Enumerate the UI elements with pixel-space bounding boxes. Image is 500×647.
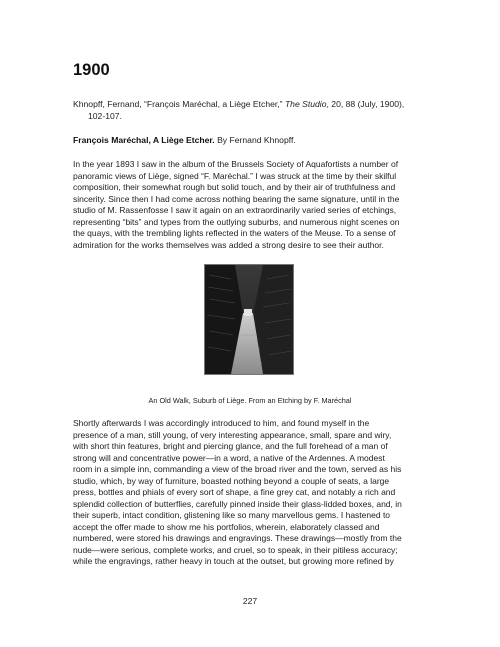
citation-line-2: 102-107. [88, 111, 122, 121]
article-heading [73, 134, 296, 146]
text-line: representing “bits” and types from the outlying suburbs, and numerous night scenes on [73, 216, 400, 227]
article-byline: By Fernand Khnopff. [214, 135, 296, 145]
text-line: In the year 1893 I saw in the album of the Brussels Society of Aquafortists a number of [73, 159, 399, 169]
citation-prefix: Khnopff, Fernand, “François Maréchal, a Liège Etcher,” [73, 99, 285, 109]
paragraph-2 [73, 418, 433, 568]
citation-suffix: , 20, 88 (July, 1900), [326, 99, 405, 109]
article-title: François Maréchal, A Liège Etcher. [73, 135, 215, 145]
text-line: splendid collection of butterflies, carefully pinned inside their glass-lidded boxes, and, in [73, 498, 402, 509]
text-line: numbered, were stored his drawings and engravings. These drawings—mostly from the [73, 533, 402, 543]
text-line: composition, their somewhat rough but solid touch, and by their air of truthfulness and [73, 182, 396, 192]
text-line: with short thin features, bright and piercing glance, and the full forehead of a man of [73, 441, 388, 451]
text-line: admiration for the works themselves was added a strong desire to see their author. [73, 239, 384, 250]
text-line: panoramic views of Liège, signed “F. Maréchal.” I was struck at the time by their skilful [73, 170, 397, 181]
text-line: strong will and concentrative power—in a word, a native of the Ardennes. A modest [73, 452, 385, 463]
text-line: the quays, with the trembling lights reflected in the waters of the Meuse. To a sense of [73, 228, 396, 238]
text-line: accept the offer made to show me his portfolios, wherein, elaborately classed and [73, 521, 380, 532]
citation-line-1 [73, 98, 433, 110]
text-line: presence of a man, still young, of very interesting appearance, small, spare and wiry, [73, 429, 392, 440]
text-line: their superb, intact condition, glistening like so many marvellous gems. I hastened to [73, 510, 391, 520]
text-line: while the engravings, rather heavy in touch at the outset, but growing more refined by [73, 556, 394, 566]
text-line: press, bottles and phials of every sort of shape, a fine grey cat, and notably a rich and [73, 487, 396, 497]
text-line: room in a simple inn, commanding a view of the broad river and the town, served as his [73, 464, 402, 474]
etching-image [205, 265, 293, 374]
text-line: sincerity. Since then I had come across nothing bearing the same signature, until in the [73, 193, 400, 204]
citation-journal: The Studio [284, 99, 327, 109]
text-line: Shortly afterwards I was accordingly introduced to him, and found myself in the [73, 418, 370, 428]
text-line: studio of M. Rassenfosse I saw it again on an extraordinarily varied series of etchings, [73, 205, 397, 215]
page-number: 227 [242, 596, 258, 606]
text-line: nude—were serious, complete works, and cruel, so to speak, in their pitiless accuracy; [73, 544, 398, 555]
etching-illustration [204, 264, 294, 375]
year-heading: 1900 [73, 61, 110, 79]
paragraph-1 [73, 159, 433, 251]
citation [73, 98, 433, 122]
figure-caption: An Old Walk, Suburb of Liège. From an Etching by F. Maréchal [148, 396, 352, 405]
text-line: studio, which, by way of furniture, boasted nothing beyond a couple of seats, a large [73, 475, 390, 486]
